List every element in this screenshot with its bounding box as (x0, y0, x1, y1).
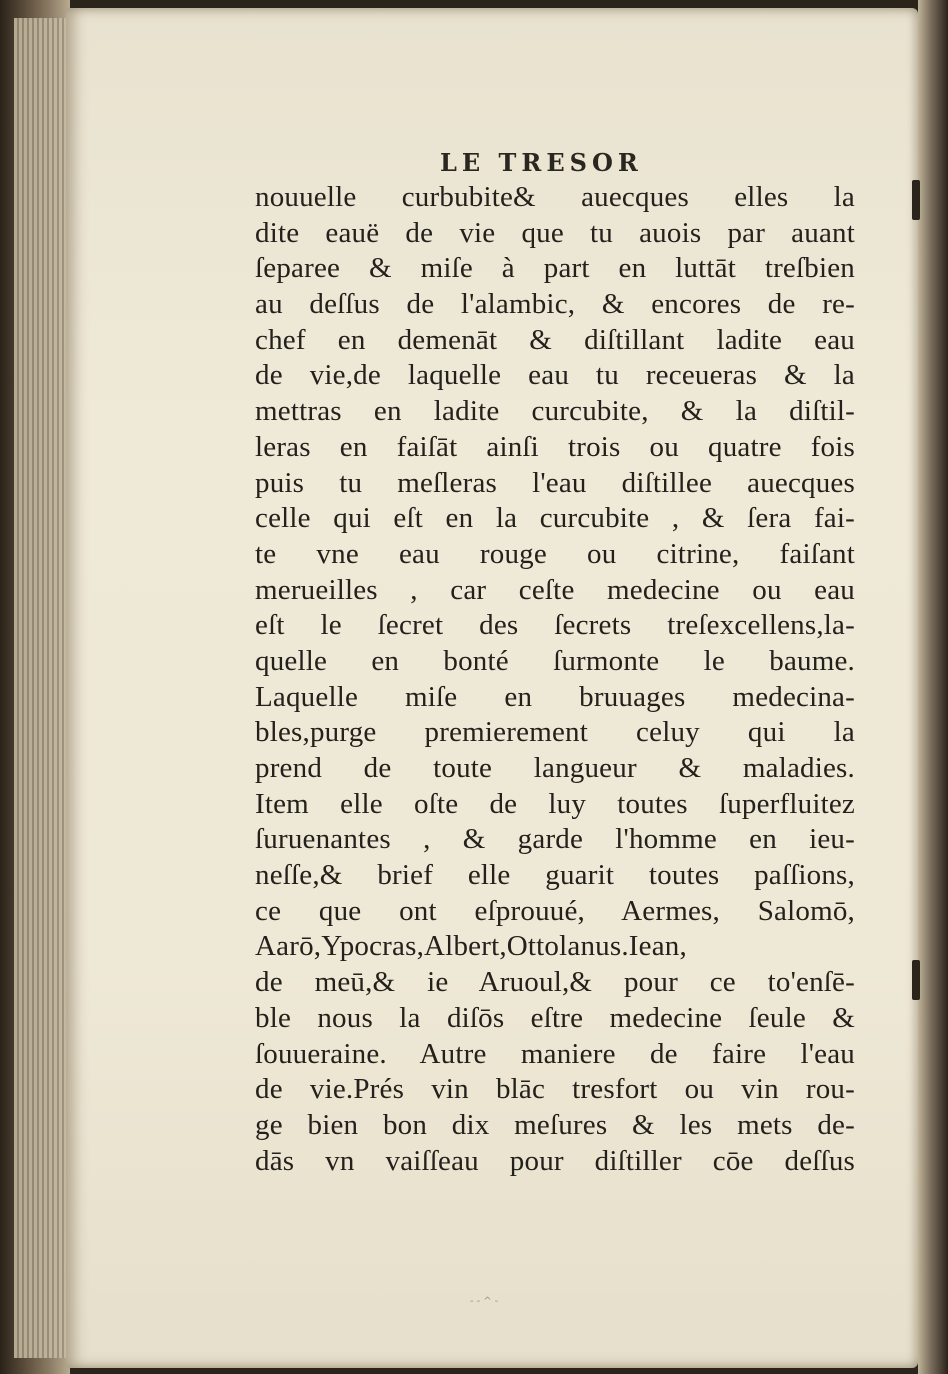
page-stack-edges (14, 18, 74, 1358)
text-line: neſſe,& brief elle guarit toutes paſſions, (255, 859, 855, 892)
text-line: ſuruenantes , & garde l'homme en ieu- (255, 823, 855, 856)
right-page-edge (918, 0, 948, 1374)
edge-tab-mark (912, 960, 920, 1000)
text-line: ble nous la diſōs eſtre medecine ſeule & (255, 1001, 855, 1034)
text-line: quelle en bonté ſurmonte le baume. (255, 644, 855, 677)
text-line: au deſſus de l'alambic, & encores de re- (255, 288, 855, 321)
text-line: dās vn vaiſſeau pour diſtiller cōe deſſus (255, 1144, 855, 1177)
text-line: leras en faiſāt ainſi trois ou quatre fois (255, 430, 855, 463)
text-line: de vie.Prés vin blāc tresfort ou vin rou- (255, 1073, 855, 1106)
text-line: mettras en ladite curcubite, & la diſtil- (255, 395, 855, 428)
text-line: Item elle oſte de luy toutes ſuperfluitez (255, 787, 855, 820)
text-line: de meū,& ie Aruoul,& pour ce to'enſē- (255, 966, 855, 999)
edge-tab-mark (912, 180, 920, 220)
text-line: Laquelle miſe en bruuages medecina- (255, 680, 855, 713)
text-line: ge bien bon dix meſures & les mets de- (255, 1108, 855, 1141)
text-line: nouuelle curbubite& auecques elles la (255, 181, 855, 213)
text-line: de vie,de laquelle eau tu receueras & la (255, 359, 855, 392)
running-head: LE TRESOR (440, 148, 643, 177)
text-line: ſouueraine. Autre maniere de faire l'eau (255, 1037, 855, 1070)
text-line: Aarō,Ypocras,Albert,Ottolanus.Iean, (255, 930, 687, 963)
text-line: te vne eau rouge ou citrine, faiſant (255, 537, 855, 570)
text-line: dite eauë de vie que tu auois par auant (255, 216, 855, 249)
text-line: prend de toute langueur & maladies. (255, 752, 855, 784)
text-line: bles,purge premierement celuy qui la (255, 716, 855, 749)
text-line: chef en demenāt & diſtillant ladite eau (255, 323, 855, 356)
text-line: merueilles , car ceſte medecine ou eau (255, 573, 855, 606)
body-text (255, 180, 855, 1179)
text-line: ſeparee & miſe à part en luttāt treſbien (255, 252, 855, 285)
footer-mark: --^- (470, 1296, 502, 1307)
text-line: celle qui eſt en la curcubite , & ſera fai- (255, 502, 855, 535)
text-line: ce que ont eſprouué, Aermes, Salomō, (255, 894, 855, 927)
text-line: puis tu meſleras l'eau diſtillee auecques (255, 466, 855, 499)
text-line: eſt le ſecret des ſecrets treſexcellens,la- (255, 609, 855, 642)
